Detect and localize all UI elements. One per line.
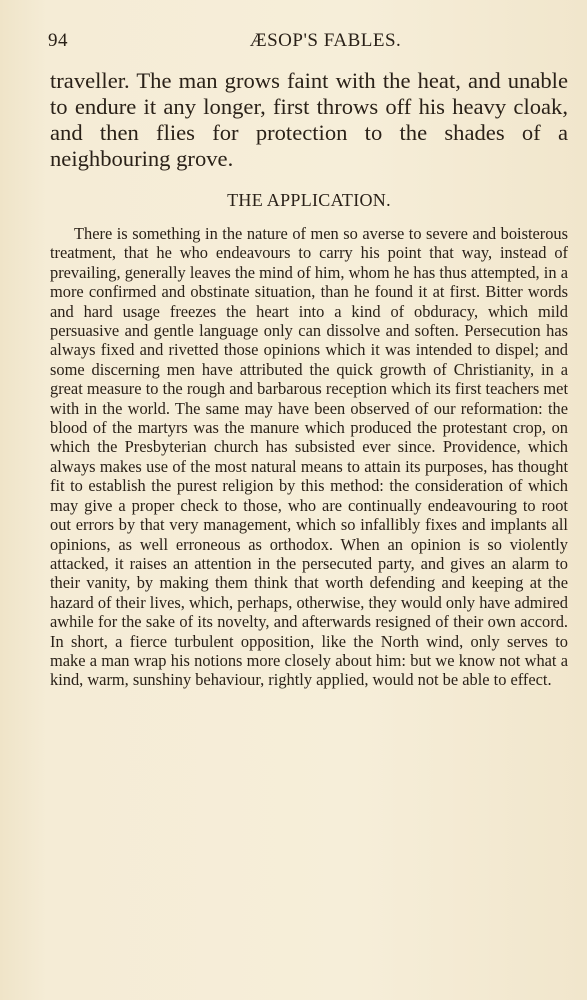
- section-heading: THE APPLICATION.: [227, 190, 391, 210]
- fable-text: [50, 68, 568, 172]
- application-text: [50, 224, 568, 690]
- running-title: ÆSOP'S FABLES.: [249, 30, 402, 51]
- fable-paragraph: traveller. The man grows faint with the heat, and unable to endure it any longer, first throws off his heavy cloak, and then flies for protection to the shades of a neighbouring grove.: [50, 68, 568, 171]
- page-number: 94: [48, 30, 68, 51]
- application-paragraph: There is something in the nature of men so averse to severe and boisterous treatment, that he who endeavours to carry his point that way, instead of prevailing, generally leaves the mind of him, whom he has thus attempted, in a more confirmed and obstinate situation, than he found it at first. Bitter words and hard usage freezes the heart into a kind of obduracy, which mild persuasive and gentle language only can dissolve and soften. Persecution has always fixed and rivetted those opinions which it was intended to dispel; and some discerning men have attributed the quick growth of Christianity, in a great measure to the rough and barbarous reception which its first teachers met with in the world. The same may have been observed of our reformation: the blood of the martyrs was the manure which produced the protestant crop, on which the Presbyterian church has subsisted ever since. Providence, which always makes use of the most natural means to attain its purposes, has thought fit to establish the purest religion by this method: the consideration of which may give a proper check to those, who are continually endeavouring to root out errors by that very management, which so infallibly fixes and implants all opinions, as well erroneous as orthodox. When an opinion is so violently attacked, it raises an attention in the persecuted party, and gives an alarm to their vanity, by making them think that worth defending and keeping at the hazard of their lives, which, perhaps, otherwise, they would only have admired awhile for the sake of its novelty, and afterwards resigned of their own accord. In short, a fierce turbulent opposition, like the North wind, only serves to make a man wrap his notions more closely about him: but we know not what a kind, warm, sunshiny behaviour, rightly applied, would not be able to effect.: [50, 224, 568, 690]
